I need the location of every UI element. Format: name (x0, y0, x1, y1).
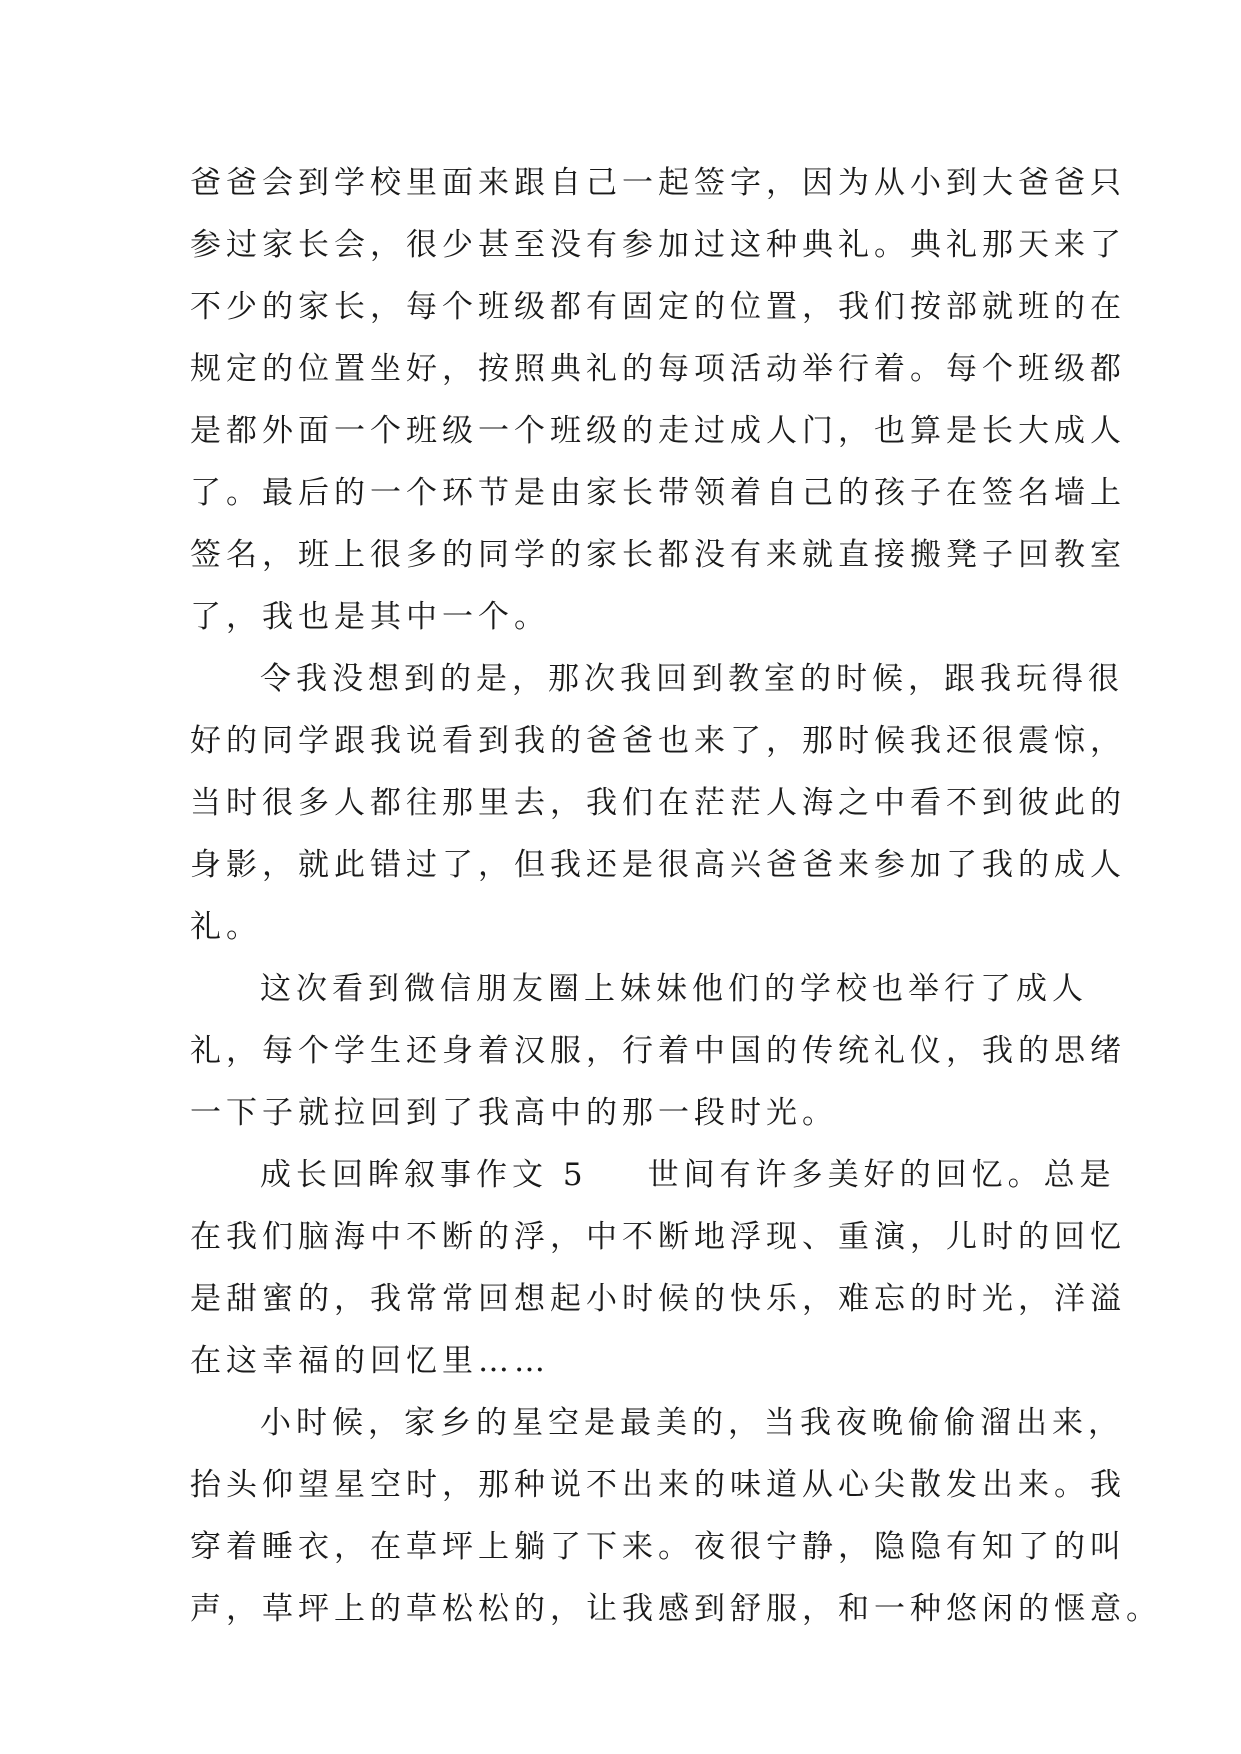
p1-line-7: 签名，班上很多的同学的家长都没有来就直接搬凳子回教室 (190, 537, 1126, 573)
p2-line-5: 礼。 (190, 909, 262, 945)
p1-line-3: 不少的家长，每个班级都有固定的位置，我们按部就班的在 (190, 289, 1126, 325)
p5-line-1: 小时候，家乡的星空是最美的，当我夜晚偷偷溜出来， (260, 1405, 1124, 1441)
p3-line-2: 礼，每个学生还身着汉服，行着中国的传统礼仪，我的思绪 (190, 1033, 1126, 1069)
p1-line-2: 参过家长会，很少甚至没有参加过这种典礼。典礼那天来了 (190, 227, 1126, 263)
p2-line-4: 身影，就此错过了，但我还是很高兴爸爸来参加了我的成人 (190, 847, 1126, 883)
p4-line-3: 是甜蜜的，我常常回想起小时候的快乐，难忘的时光，洋溢 (190, 1281, 1126, 1317)
p2-line-1: 令我没想到的是，那次我回到教室的时候，跟我玩得很 (260, 661, 1124, 697)
p2-line-3: 当时很多人都往那里去，我们在茫茫人海之中看不到彼此的 (190, 785, 1126, 821)
p5-line-4: 声，草坪上的草松松的，让我感到舒服，和一种悠闲的惬意。 (190, 1591, 1162, 1627)
p2-line-2: 好的同学跟我说看到我的爸爸也来了，那时候我还很震惊， (190, 723, 1126, 759)
p1-line-6: 了。最后的一个环节是由家长带领着自己的孩子在签名墙上 (190, 475, 1126, 511)
p4-line-2: 在我们脑海中不断的浮，中不断地浮现、重演，儿时的回忆 (190, 1219, 1126, 1255)
p1-line-5: 是都外面一个班级一个班级的走过成人门，也算是长大成人 (190, 413, 1126, 449)
p4-line-1 (190, 1144, 1116, 1206)
p4-line-1-rest: 世间有许多美好的回忆。总是 (647, 1157, 1116, 1193)
p1-line-4: 规定的位置坐好，按照典礼的每项活动举行着。每个班级都 (190, 351, 1126, 387)
essay-heading: 成长回眸叙事作文 5 (260, 1157, 588, 1193)
p1-line-1: 爸爸会到学校里面来跟自己一起签字，因为从小到大爸爸只 (190, 165, 1126, 201)
p5-line-2: 抬头仰望星空时，那种说不出来的味道从心尖散发出来。我 (190, 1467, 1126, 1503)
p3-line-3: 一下子就拉回到了我高中的那一段时光。 (190, 1095, 838, 1131)
body-text (190, 152, 1162, 1640)
p5-line-3: 穿着睡衣，在草坪上躺了下来。夜很宁静，隐隐有知了的叫 (190, 1529, 1126, 1565)
p4-line-4: 在这幸福的回忆里…… (190, 1343, 550, 1379)
p3-line-1: 这次看到微信朋友圈上妹妹他们的学校也举行了成人 (260, 971, 1088, 1007)
p1-line-8: 了，我也是其中一个。 (190, 599, 550, 635)
